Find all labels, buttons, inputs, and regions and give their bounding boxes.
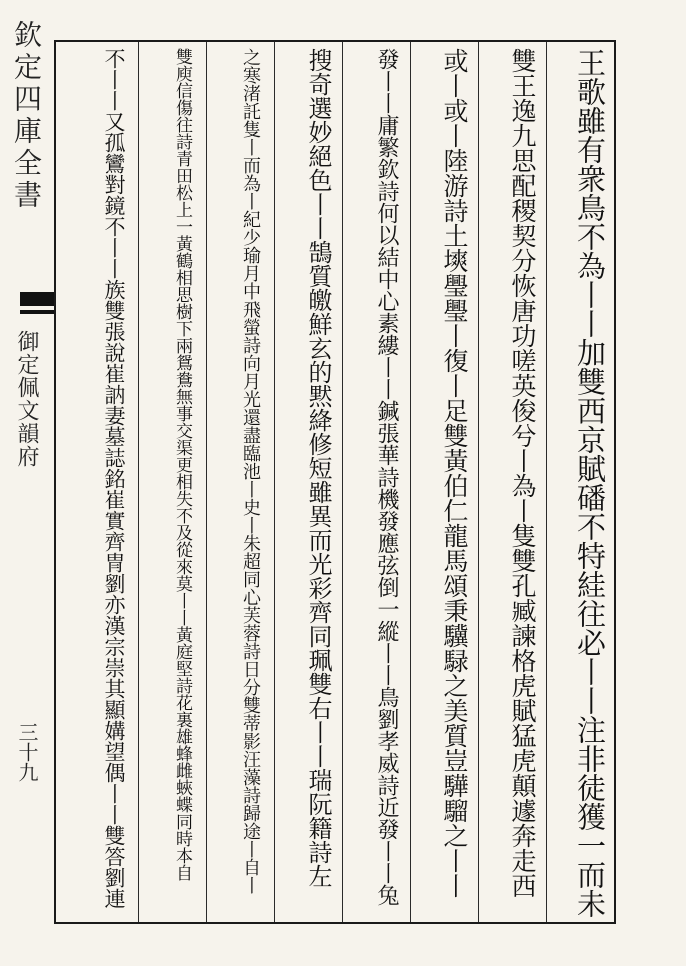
text-column-2: 雙王逸九思配稷契分恢唐功嗟英俊兮丨為丨隻雙孔臧諫格虎賦猛虎顛遽奔走西: [508, 48, 537, 898]
column-rule: [478, 42, 479, 922]
column-rule: [206, 42, 207, 922]
text-column-6: 之寒渚託隻丨而為丨紀少瑜月中飛螢詩向月光還盡臨池丨史丨朱超同心芙蓉詩日分雙蒂影汪藻詩歸途丨自丨: [240, 48, 261, 894]
book-title: 御定佩文韻府: [14, 330, 39, 468]
edition-header: 欽定四庫全書: [10, 20, 43, 212]
column-rule: [138, 42, 139, 922]
text-column-8: 不丨丨又孤鸞對鏡不丨丨族雙張說崔訥妻墓誌銘崔實齊冑劉亦漢宗崇其顯媾望偶丨丨雙答劉連: [102, 48, 126, 909]
column-rule: [274, 42, 275, 922]
column-rule: [410, 42, 411, 922]
text-column-4: 發丨丨庸繁欽詩何以結中心素縷丨丨鍼張華詩機發應弦倒一縱丨丨鳥劉孝威詩近發丨丨兔: [374, 48, 399, 906]
column-rule: [342, 42, 343, 922]
fish-tail-rule: [20, 310, 56, 314]
text-column-7: 雙庾信傷往詩青田松上一黃鶴相思樹下兩鴛鴦無事交渠更相失不及從來莫丨丨黃庭堅詩花裏雄蜂雌蛺蝶同時本自: [172, 48, 192, 881]
fish-tail-mark: [20, 292, 56, 306]
folio-number: 三十九: [15, 722, 39, 782]
text-column-3: 或丨或丨陸游詩土塽璺璺丨復丨足雙黃伯仁龍馬頌秉驥騄之美質豈驊騮之丨丨: [440, 48, 469, 898]
page-margin: [0, 0, 54, 966]
column-rule: [546, 42, 547, 922]
text-column-1: 王歌雖有衆鳥不為丨丨加雙西京賦磻不特絓往必丨丨注非徒獲一而未: [573, 48, 607, 918]
text-column-5: 搜奇選妙絕色丨丨鵠質皦鮮玄的黙絳修短雖異而光彩齊同珮雙右丨丨瑞阮籍詩左: [304, 48, 332, 888]
